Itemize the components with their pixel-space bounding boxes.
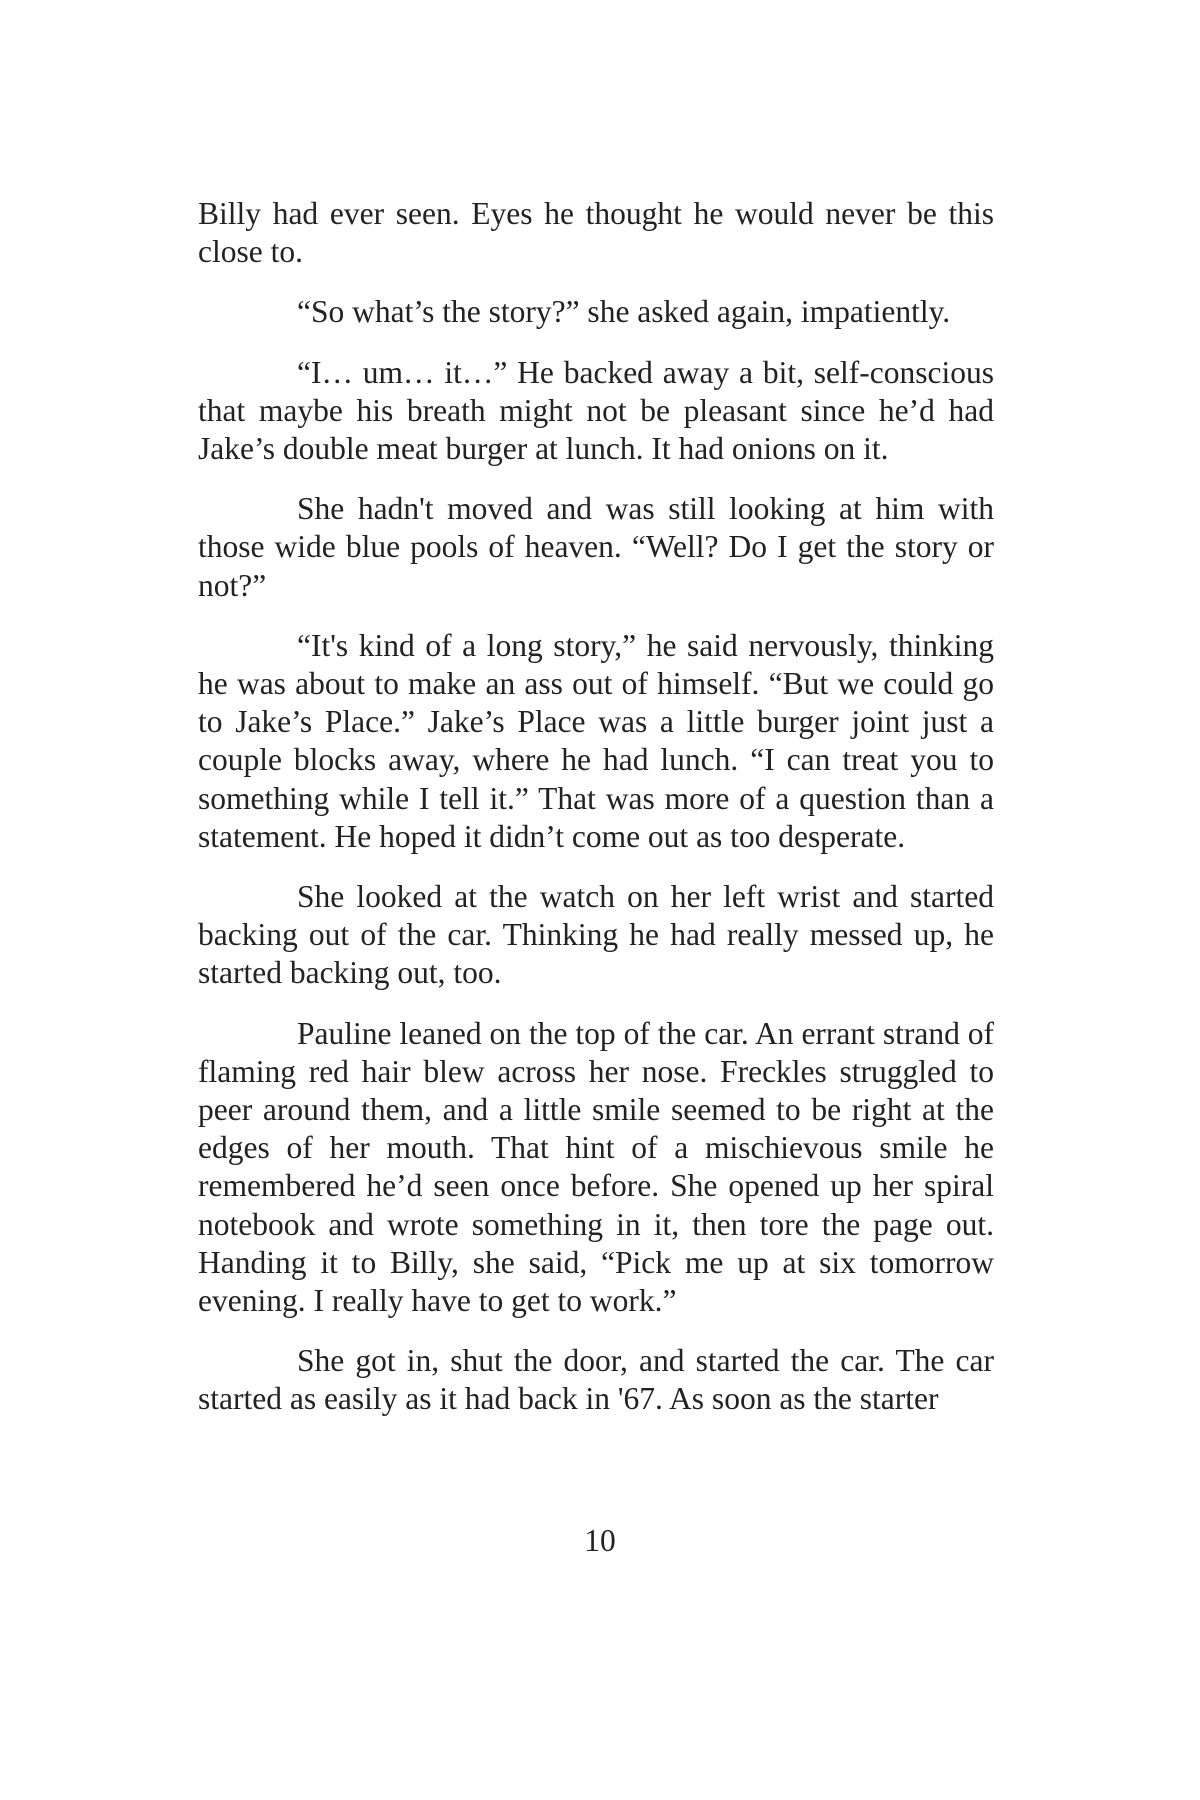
paragraph: Pauline leaned on the top of the car. An errant strand of flaming red hair blew across her nose. Freckles struggled to peer around them, and a little smile seemed to be right at the edges of her mouth. That hint of a mischievous smile he remembered he’d seen once before. She opened up her spiral notebook and wrote something in it, then tore the page out. Handing it to Billy, she said, “Pick me up at six tomorrow evening. I really have to get to work.” <box>198 1015 994 1319</box>
page-body <box>198 195 994 1441</box>
page-number: 10 <box>584 1523 616 1558</box>
paragraph-continuation: Billy had ever seen. Eyes he thought he would never be this close to. <box>198 196 994 270</box>
paragraph: She looked at the watch on her left wrist and started backing out of the car. Thinking he had really messed up, he started backing out, too. <box>198 879 994 991</box>
paragraph: She hadn't moved and was still looking at him with those wide blue pools of heaven. “Well? Do I get the story or not?” <box>198 491 994 603</box>
paragraph: She got in, shut the door, and started the car. The car started as easily as it had back in '67. As soon as the starter <box>198 1343 994 1417</box>
paragraph: “So what’s the story?” she asked again, impatiently. <box>297 294 951 330</box>
paragraph: “I… um… it…” He backed away a bit, self-conscious that maybe his breath might not be pleasant since he’d had Jake’s double meat burger at lunch. It had onions on it. <box>198 354 994 467</box>
paragraph: “It's kind of a long story,” he said nervously, thinking he was about to make an ass out of himself. “But we could go to Jake’s Place.” Jake’s Place was a little burger joint just a couple blocks away, where he had lunch. “I can treat you to something while I tell it.” That was more of a question than a statement. He hoped it didn’t come out as too desperate. <box>198 627 994 854</box>
